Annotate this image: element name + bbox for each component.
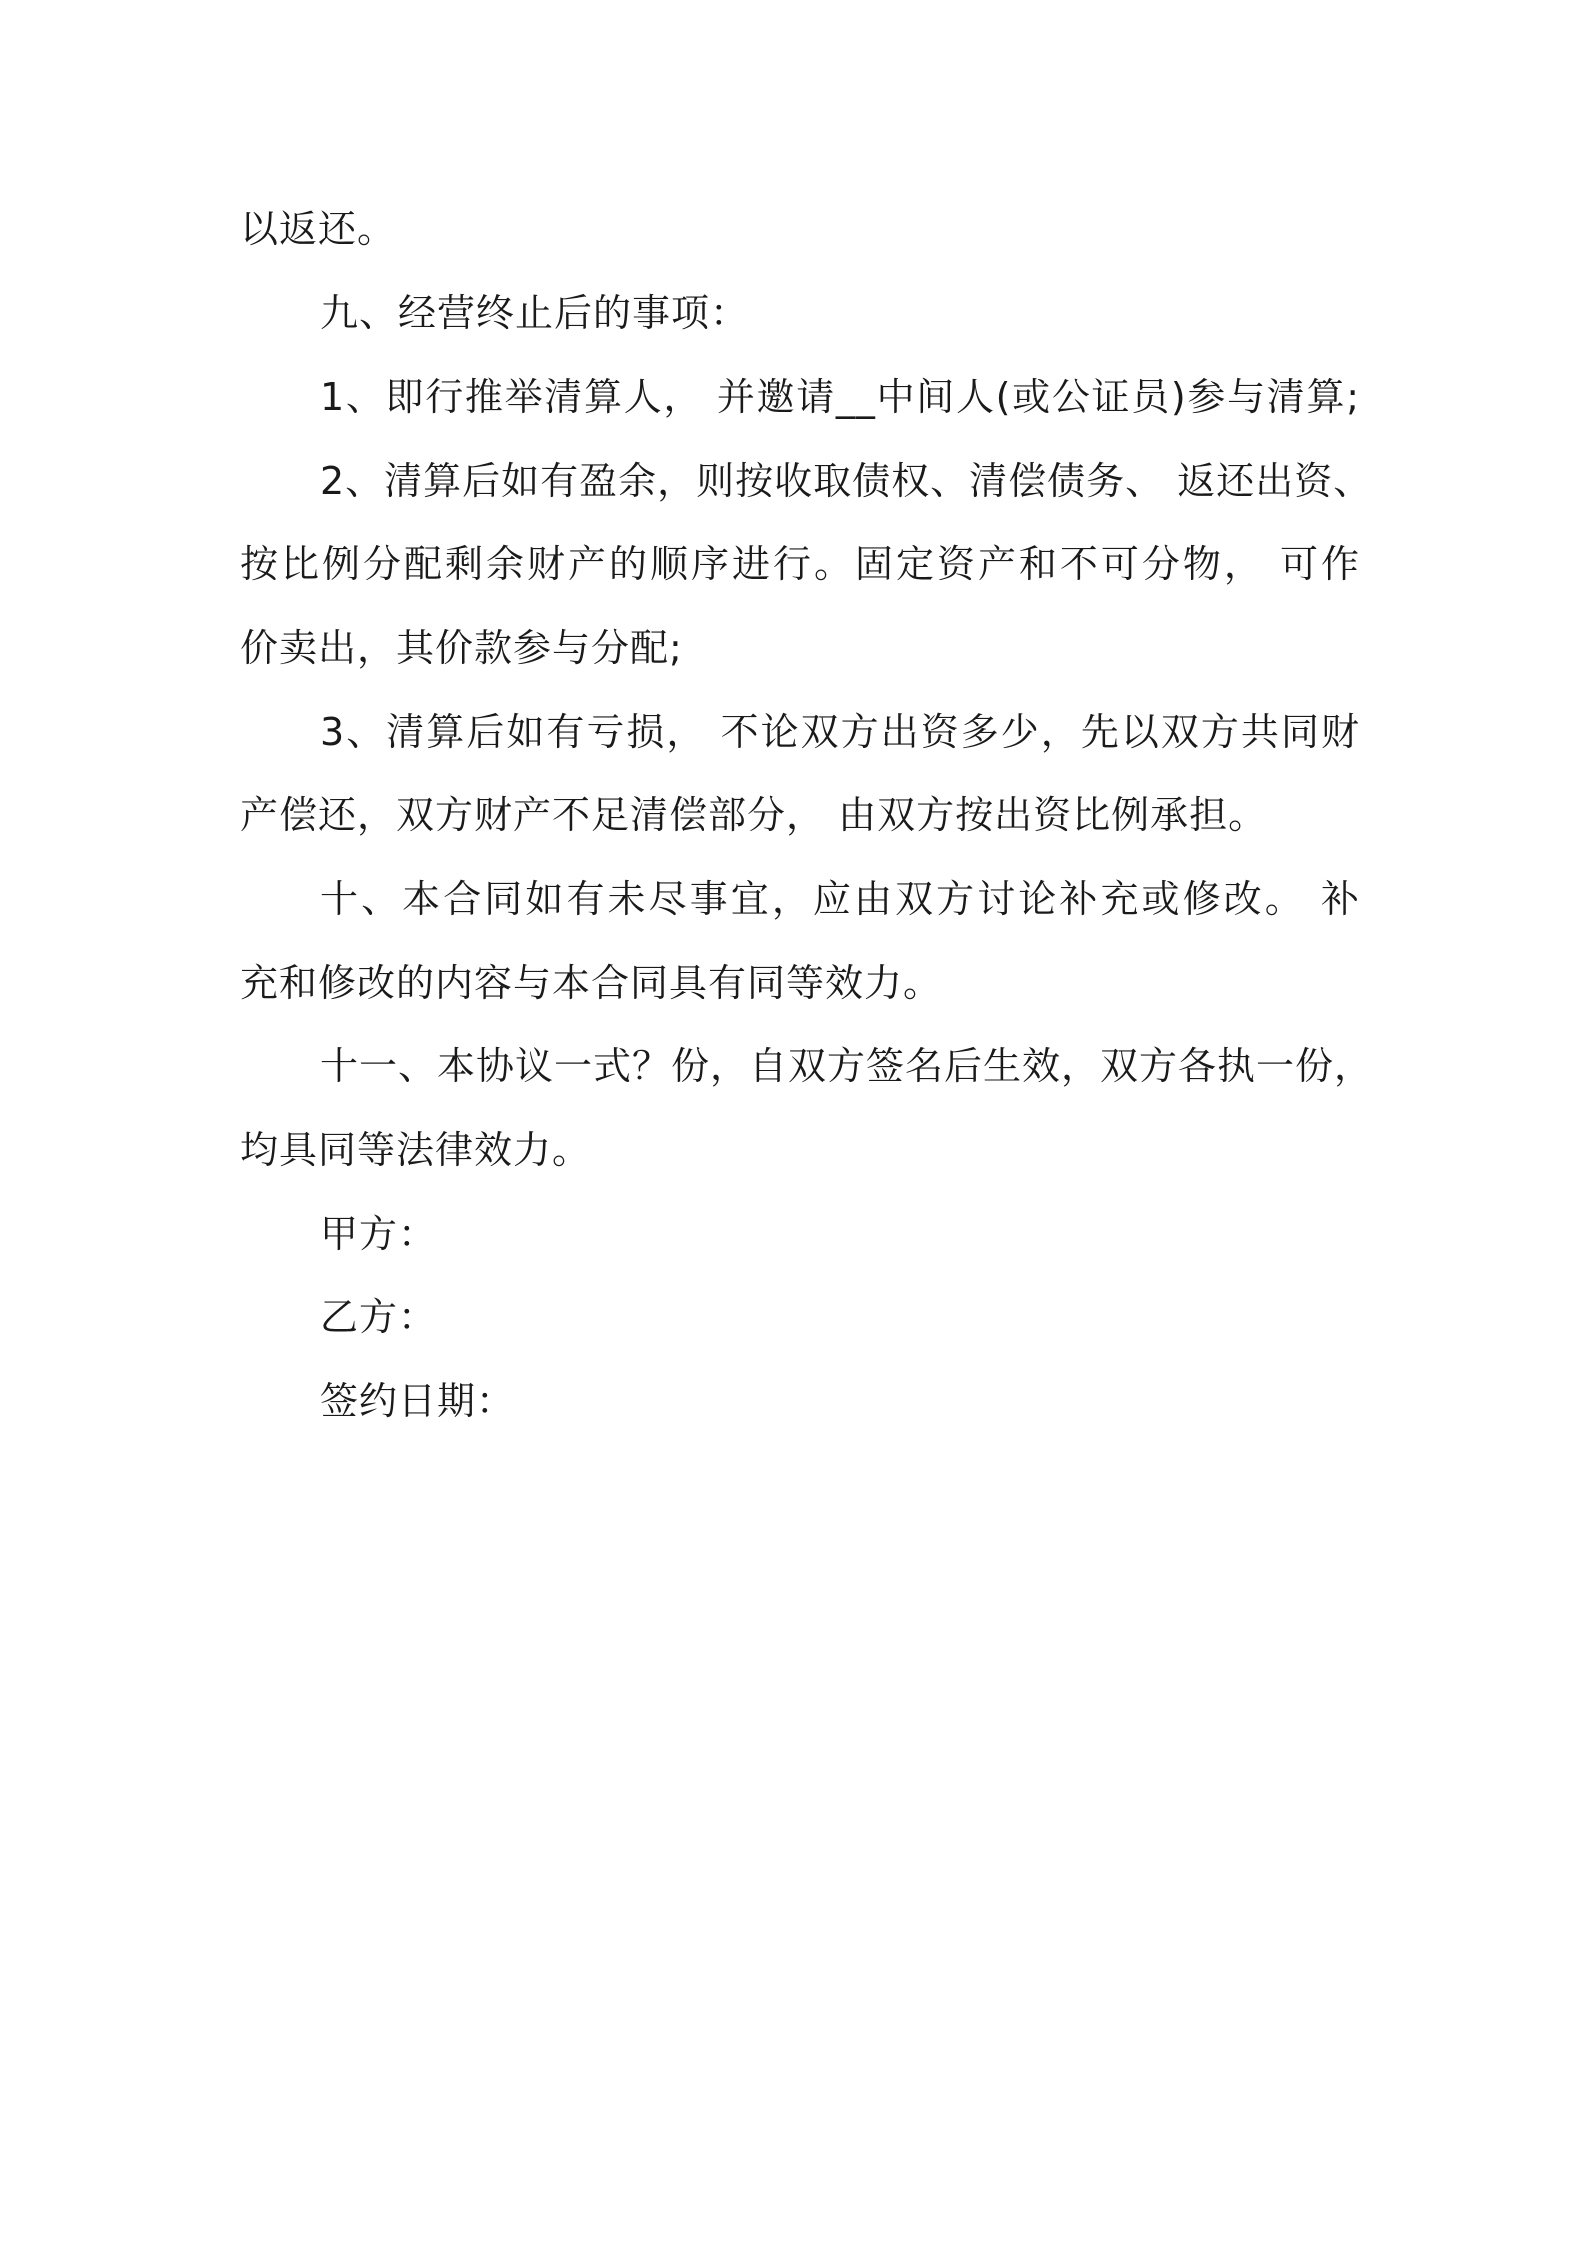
section-9-item-1: 1、即行推举清算人， 并邀请__中间人(或公证员)参与清算; [320, 375, 1360, 419]
section-11-line-1: 十一、本协议一式？份，自双方签名后生效，双方各执一份， [320, 1044, 1374, 1088]
section-9-item-3-line-1: 3、清算后如有亏损， 不论双方出资多少，先以双方共同财 [320, 710, 1360, 754]
section-11-line-2: 均具同等法律效力。 [240, 1128, 592, 1172]
section-9-heading: 九、经营终止后的事项： [320, 291, 750, 335]
section-9-item-2-line-3: 价卖出，其价款参与分配; [240, 626, 683, 670]
party-b-label: 乙方： [320, 1295, 438, 1339]
section-9-item-3-line-2: 产偿还，双方财产不足清偿部分， 由双方按出资比例承担。 [240, 793, 1268, 837]
party-a-label: 甲方： [320, 1212, 438, 1256]
text-line-return: 以返还。 [240, 207, 397, 251]
section-10-line-1: 十、本合同如有未尽事宜，应由双方讨论补充或修改。 补 [320, 877, 1360, 921]
section-10-line-2: 充和修改的内容与本合同具有同等效力。 [240, 961, 943, 1005]
signing-date-label: 签约日期： [320, 1379, 516, 1423]
section-9-item-2-line-1: 2、清算后如有盈余，则按收取债权、清偿债务、 返还出资、 [320, 459, 1373, 503]
section-9-item-2-line-2: 按比例分配剩余财产的顺序进行。固定资产和不可分物， 可作 [240, 542, 1360, 586]
